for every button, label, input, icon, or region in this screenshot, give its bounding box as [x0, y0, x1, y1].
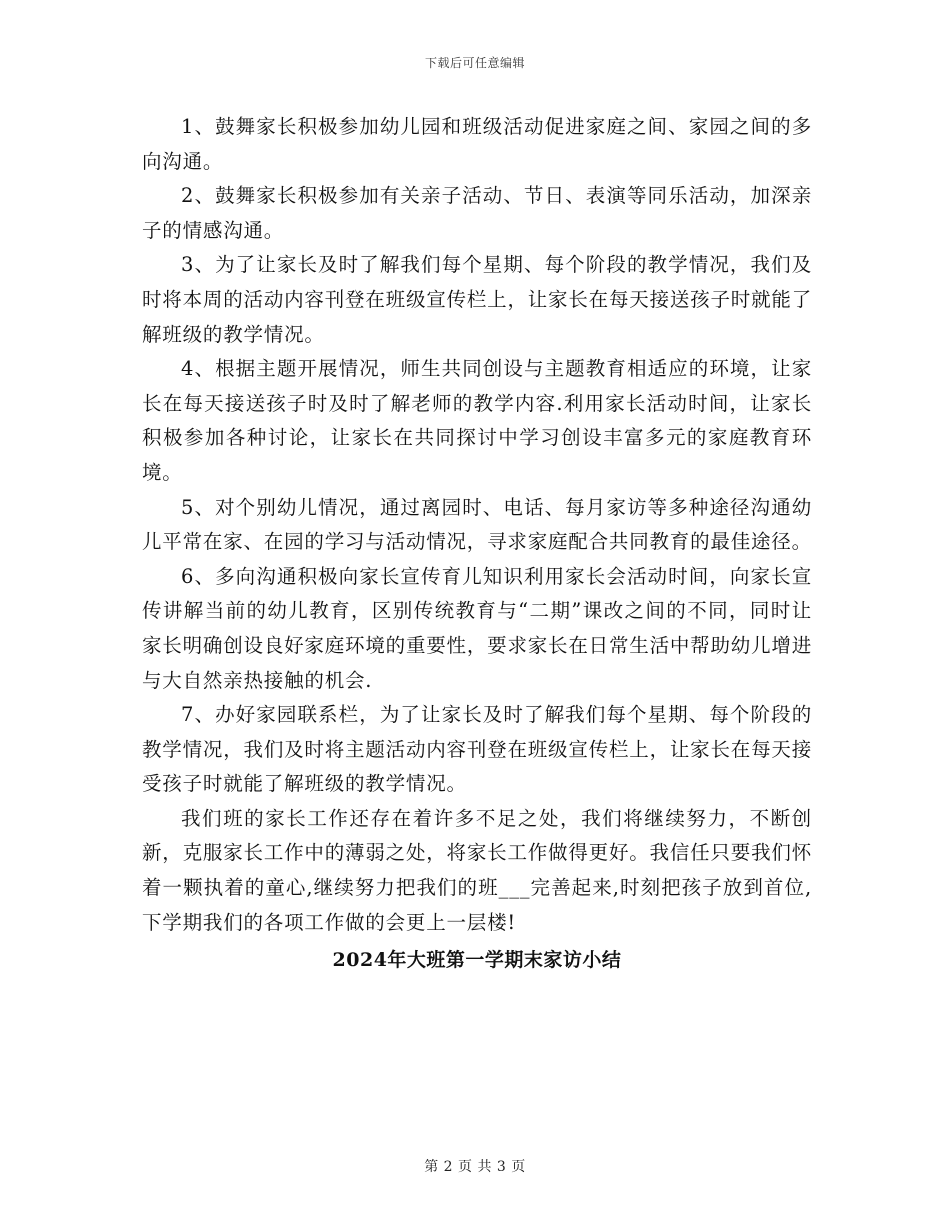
paragraph-item-7: 7、办好家园联系栏，为了让家长及时了解我们每个星期、每个阶段的教学情况，我们及时将主题活动内容刊登在班级宣传栏上，让家长在每天接受孩子时就能了解班级的教学情况。 — [142, 703, 812, 796]
paragraph-item-4: 4、根据主题开展情况，师生共同创设与主题教育相适应的环境，让家长在每天接送孩子时及时了解老师的教学内容.利用家长活动时间，让家长积极参加各种讨论，让家长在共同探讨中学习创设丰富多元的家庭教育环境。 — [142, 357, 812, 484]
paragraph-item-1: 1、鼓舞家长积极参加幼儿园和班级活动促进家庭之间、家园之间的多向沟通。 — [142, 115, 812, 173]
page-number-footer: 第 2 页 共 3 页 — [424, 1159, 526, 1175]
paragraph-summary: 我们班的家长工作还存在着许多不足之处，我们将继续努力，不断创新，克服家长工作中的薄弱之处，将家长工作做得更好。我信任只要我们怀着一颗执着的童心,继续努力把我们的班___完善起来,时刻把孩子放到首位,下学期我们的各项工作做的会更上一层楼! — [142, 806, 812, 934]
paragraph-item-5: 5、对个别幼儿情况，通过离园时、电话、每月家访等多种途径沟通幼儿平常在家、在园的学习与活动情况，寻求家庭配合共同教育的最佳途径。 — [142, 495, 812, 554]
document-body — [142, 110, 812, 978]
document-title: 2024年大班第一学期末家访小结 — [332, 949, 622, 972]
paragraph-item-3: 3、为了让家长及时了解我们每个星期、每个阶段的教学情况，我们及时将本周的活动内容刊登在班级宣传栏上，让家长在每天接送孩子时就能了解班级的教学情况。 — [142, 253, 812, 346]
header-note: 下载后可任意编辑 — [424, 56, 525, 70]
paragraph-item-2: 2、鼓舞家长积极参加有关亲子活动、节日、表演等同乐活动，加深亲子的情感沟通。 — [142, 184, 812, 242]
paragraph-item-6: 6、多向沟通积极向家长宣传育儿知识利用家长会活动时间，向家长宣传讲解当前的幼儿教育，区别传统教育与“二期”课改之间的不同，同时让家长明确创设良好家庭环境的重要性，要求家长在日常生活中帮助幼儿增进与大自然亲热接触的机会. — [142, 564, 812, 692]
